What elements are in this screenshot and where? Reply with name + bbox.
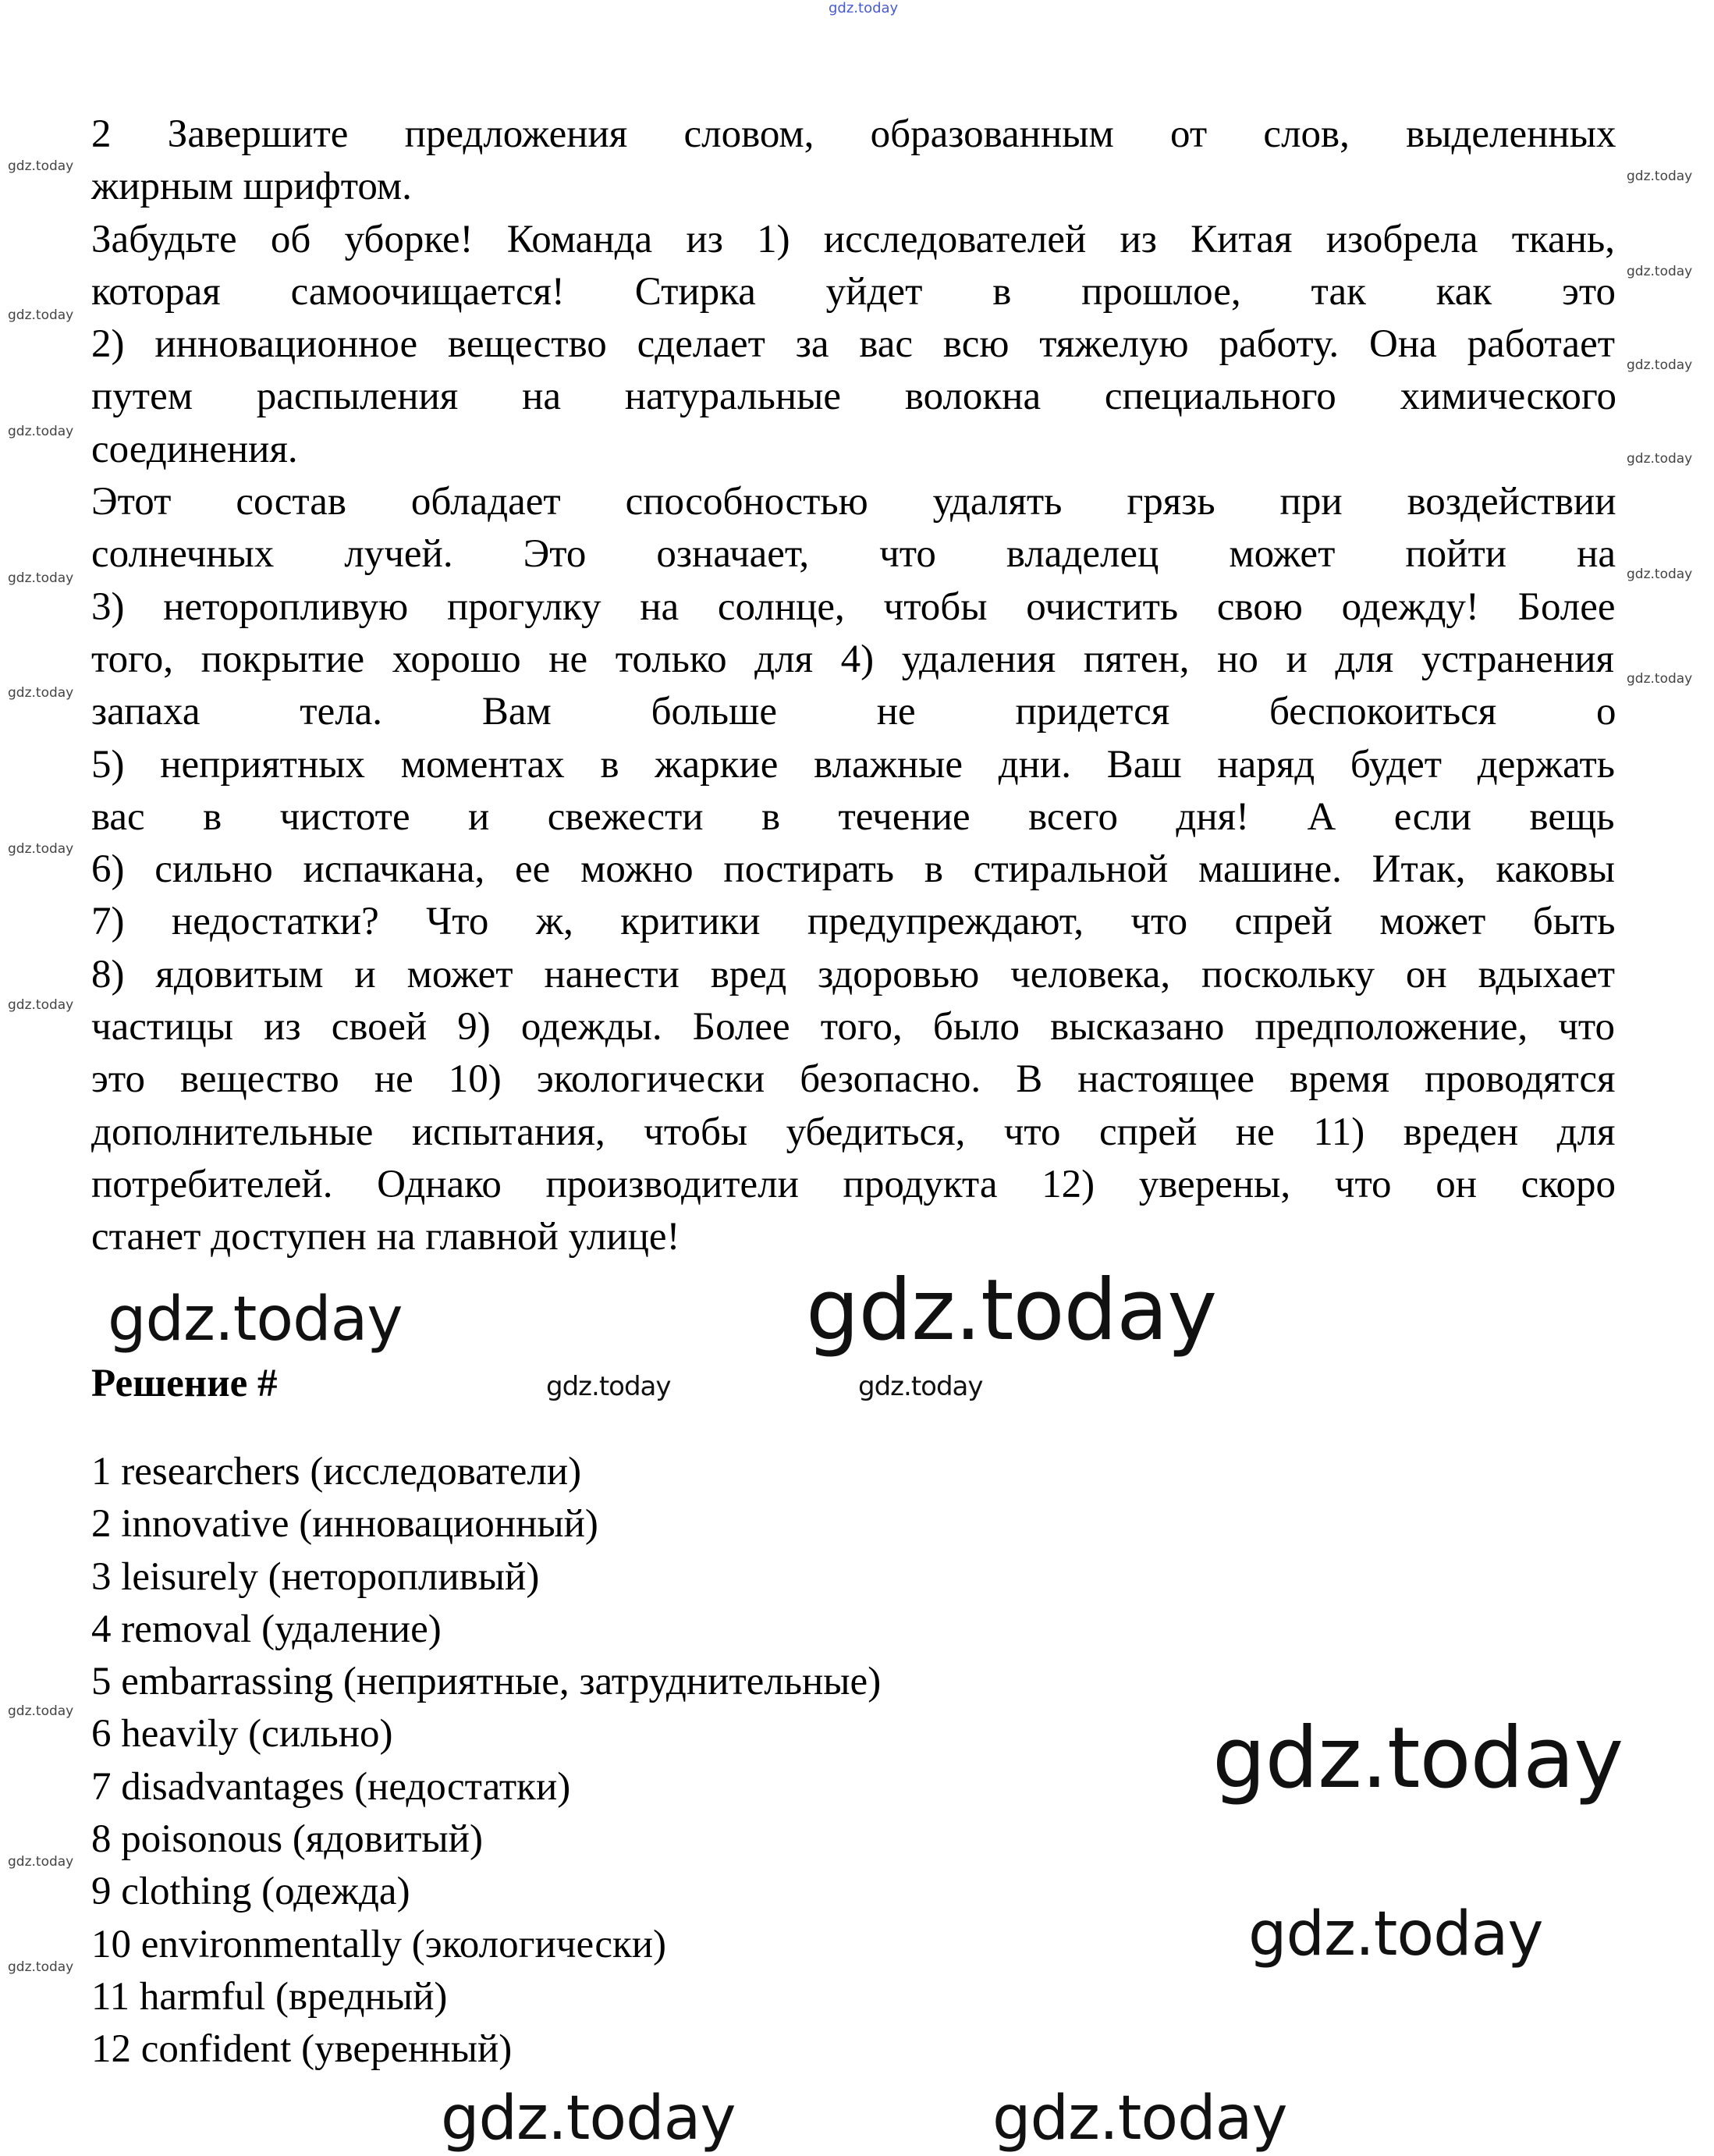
answer-item: 8 poisonous (ядовитый) <box>91 1817 483 1862</box>
task-line: 3) неторопливую прогулку на солнце, чтобы очистить свою одежду! Более <box>91 584 1616 629</box>
answer-item: 12 confident (уверенный) <box>91 2027 513 2072</box>
answer-item: 5 embarrassing (неприятные, затруднительные) <box>91 1660 882 1704</box>
task-line: станет доступен на главной улице! <box>91 1215 680 1259</box>
task-line: это вещество не 10) экологически безопасно. В настоящее время проводятся <box>91 1057 1616 1102</box>
answer-list <box>91 1446 881 2076</box>
watermark: gdz.today <box>8 424 74 439</box>
task-line: частицы из своей 9) одежды. Более того, было высказано предположение, что <box>91 1005 1615 1050</box>
answer-item: 2 innovative (инновационный) <box>91 1502 598 1547</box>
task-line: солнечных лучей. Это означает, что владелец может пойти на <box>91 532 1616 577</box>
task-line: 6) сильно испачкана, ее можно постирать в стиральной машине. Итак, каковы <box>91 847 1615 892</box>
task-line: 5) неприятных моментах в жаркие влажные дни. Ваш наряд будет держать <box>91 742 1615 787</box>
watermark: gdz.today <box>8 685 74 701</box>
task-line: жирным шрифтом. <box>91 165 412 209</box>
task-line: того, покрытие хорошо не только для 4) удаления пятен, но и для устранения <box>91 637 1614 681</box>
task-line: запаха тела. Вам больше не придется беспокоиться о <box>91 690 1616 734</box>
solution-heading: Решение # <box>91 1362 278 1405</box>
watermark: gdz.today <box>108 1284 403 1355</box>
task-line: Забудьте об уборке! Команда из 1) исследователей из Китая изобрела ткань, <box>91 217 1615 261</box>
task-line: 2) инновационное вещество сделает за вас всю тяжелую работу. Она работает <box>91 322 1615 367</box>
task-line: соединения. <box>91 427 298 471</box>
watermark: gdz.today <box>8 1854 74 1870</box>
answer-item: 1 researchers (исследователи) <box>91 1450 582 1494</box>
watermark: gdz.today <box>1627 451 1693 467</box>
task-line: Этот состав обладает способностью удалять грязь при воздействии <box>91 480 1616 524</box>
answer-item: 3 leisurely (неторопливый) <box>91 1554 540 1599</box>
answer-item: 7 disadvantages (недостатки) <box>91 1764 571 1809</box>
watermark: gdz.today <box>992 2083 1287 2154</box>
watermark: gdz.today <box>1627 357 1693 373</box>
watermark: gdz.today <box>1627 264 1693 279</box>
answer-item: 11 harmful (вредный) <box>91 1974 448 2019</box>
watermark: gdz.today <box>8 570 74 586</box>
watermark: gdz.today <box>8 307 74 323</box>
task-line: 2 Завершите предложения словом, образованным от слов, выделенных <box>91 112 1616 156</box>
watermark: gdz.today <box>8 1959 74 1975</box>
watermark: gdz.today <box>1248 1899 1543 1970</box>
task-line: вас в чистоте и свежести в течение всего дня! А если вещь <box>91 794 1615 839</box>
task-line: которая самоочищается! Стирка уйдет в прошлое, так как это <box>91 269 1616 314</box>
watermark: gdz.today <box>546 1371 671 1402</box>
watermark: gdz.today <box>858 1371 983 1402</box>
answer-item: 9 clothing (одежда) <box>91 1870 410 1914</box>
answer-item: 10 environmentally (экологически) <box>91 1922 667 1966</box>
watermark: gdz.today <box>8 158 74 174</box>
watermark: gdz.today <box>1627 169 1693 184</box>
task-line: 7) недостатки? Что ж, критики предупреждают, что спрей может быть <box>91 900 1616 944</box>
task-line: потребителей. Однако производители продукта 12) уверены, что он скоро <box>91 1162 1616 1206</box>
answer-item: 6 heavily (сильно) <box>91 1712 393 1756</box>
watermark: gdz.today <box>1627 567 1693 582</box>
watermark: gdz.today <box>8 997 74 1013</box>
watermark: gdz.today <box>8 1703 74 1719</box>
task-line: 8) ядовитым и может нанести вред здоровью человека, поскольку он вдыхает <box>91 952 1615 996</box>
answer-item: 4 removal (удаление) <box>91 1607 442 1651</box>
watermark: gdz.today <box>1212 1710 1624 1807</box>
watermark: gdz.today <box>8 841 74 857</box>
task-text <box>91 108 1619 1264</box>
watermark: gdz.today <box>441 2083 736 2154</box>
watermark: gdz.today <box>806 1262 1217 1359</box>
watermark: gdz.today <box>1627 671 1693 687</box>
watermark: gdz.today <box>829 0 899 16</box>
task-line: дополнительные испытания, чтобы убедиться, что спрей не 11) вреден для <box>91 1110 1616 1154</box>
task-line: путем распыления на натуральные волокна специального химического <box>91 375 1616 419</box>
